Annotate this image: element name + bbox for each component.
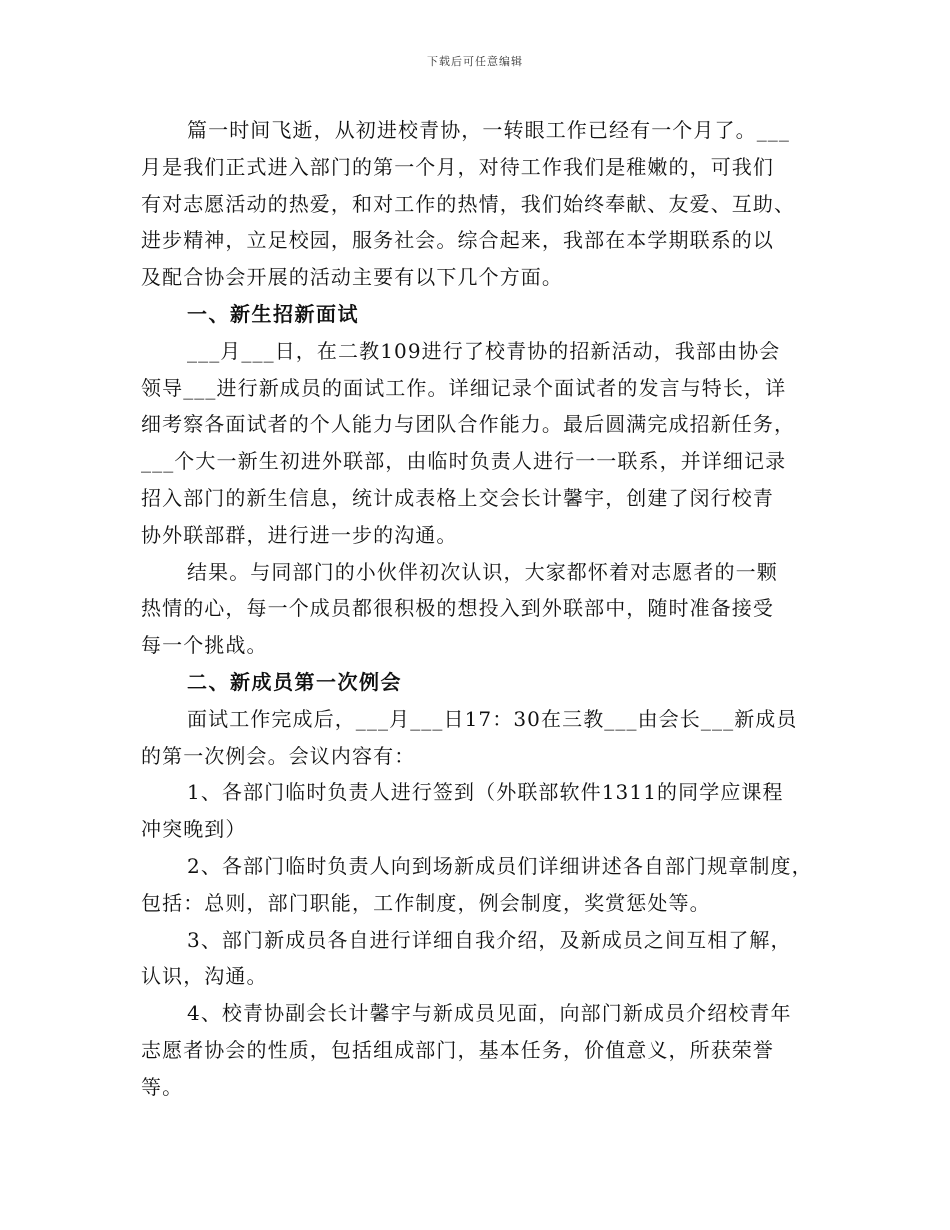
paragraph-line: 的第一次例会。会议内容有： — [141, 743, 416, 768]
paragraph-line: 3、部门新成员各自进行详细自我介绍，及新成员之间互相了解， — [187, 927, 792, 952]
paragraph-line: 认识，沟通。 — [141, 964, 268, 989]
paragraph-line: ___个大一新生初进外联部，由临时负责人进行一一联系，并详细记录 — [141, 449, 787, 474]
paragraph — [141, 995, 821, 1105]
paragraph — [141, 774, 821, 848]
paragraph-line: 协外联部群，进行进一步的沟通。 — [141, 522, 458, 547]
heading-text: 一、新生招新面试 — [187, 301, 359, 326]
paragraph — [141, 554, 821, 664]
paragraph-line: 等。 — [141, 1074, 184, 1099]
paragraph-line: 1、各部门临时负责人进行签到（外联部软件1311的同学应课程 — [187, 780, 784, 805]
page-header: 下载后可任意编辑 — [427, 55, 523, 68]
section-heading — [141, 296, 821, 333]
paragraph-line: 冲突晚到） — [141, 817, 247, 842]
paragraph-line: 月是我们正式进入部门的第一个月，对待工作我们是稚嫩的，可我们 — [141, 154, 774, 179]
paragraph-line: 招入部门的新生信息，统计成表格上交会长计馨宇，创建了闵行校青 — [141, 485, 774, 510]
paragraph-line: 包括：总则，部门职能，工作制度，例会制度，奖赏惩处等。 — [141, 890, 711, 915]
paragraph-line: 进步精神，立足校园，服务社会。综合起来，我部在本学期联系的以 — [141, 228, 774, 253]
paragraph — [141, 333, 821, 554]
paragraph — [141, 922, 821, 996]
heading-text: 二、新成员第一次例会 — [187, 669, 402, 694]
paragraph-line: 有对志愿活动的热爱，和对工作的热情，我们始终奉献、友爱、互助、 — [141, 191, 796, 216]
document-body — [141, 112, 821, 1106]
paragraph-line: 篇一时间飞逝，从初进校青协，一转眼工作已经有一个月了。___ — [187, 118, 790, 142]
paragraph-line: 及配合协会开展的活动主要有以下几个方面。 — [141, 265, 563, 290]
paragraph-line: 热情的心，每一个成员都很积极的想投入到外联部中，随时准备接受 — [141, 596, 774, 621]
paragraph-line: 每一个挑战。 — [141, 633, 268, 658]
paragraph-line: 领导___进行新成员的面试工作。详细记录个面试者的发言与特长，详 — [141, 375, 787, 400]
paragraph — [141, 112, 821, 296]
paragraph — [141, 701, 821, 775]
paragraph-line: ___月___日，在二教109进行了校青协的招新活动，我部由协会 — [187, 338, 781, 363]
paragraph-line: 结果。与同部门的小伙伴初次认识，大家都怀着对志愿者的一颗 — [187, 559, 778, 584]
paragraph-line: 面试工作完成后，___月___日17：30在三教___由会长___新成员 — [187, 706, 798, 731]
paragraph — [141, 848, 821, 922]
paragraph-line: 志愿者协会的性质，包括组成部门，基本任务，价值意义，所获荣誉 — [141, 1037, 774, 1062]
paragraph-line: 4、校青协副会长计馨宇与新成员见面，向部门新成员介绍校青年 — [187, 1001, 792, 1026]
paragraph-line: 2、各部门临时负责人向到场新成员们详细讲述各自部门规章制度， — [187, 853, 813, 878]
paragraph-line: 细考察各面试者的个人能力与团队合作能力。最后圆满完成招新任务， — [141, 412, 796, 437]
section-heading — [141, 664, 821, 701]
